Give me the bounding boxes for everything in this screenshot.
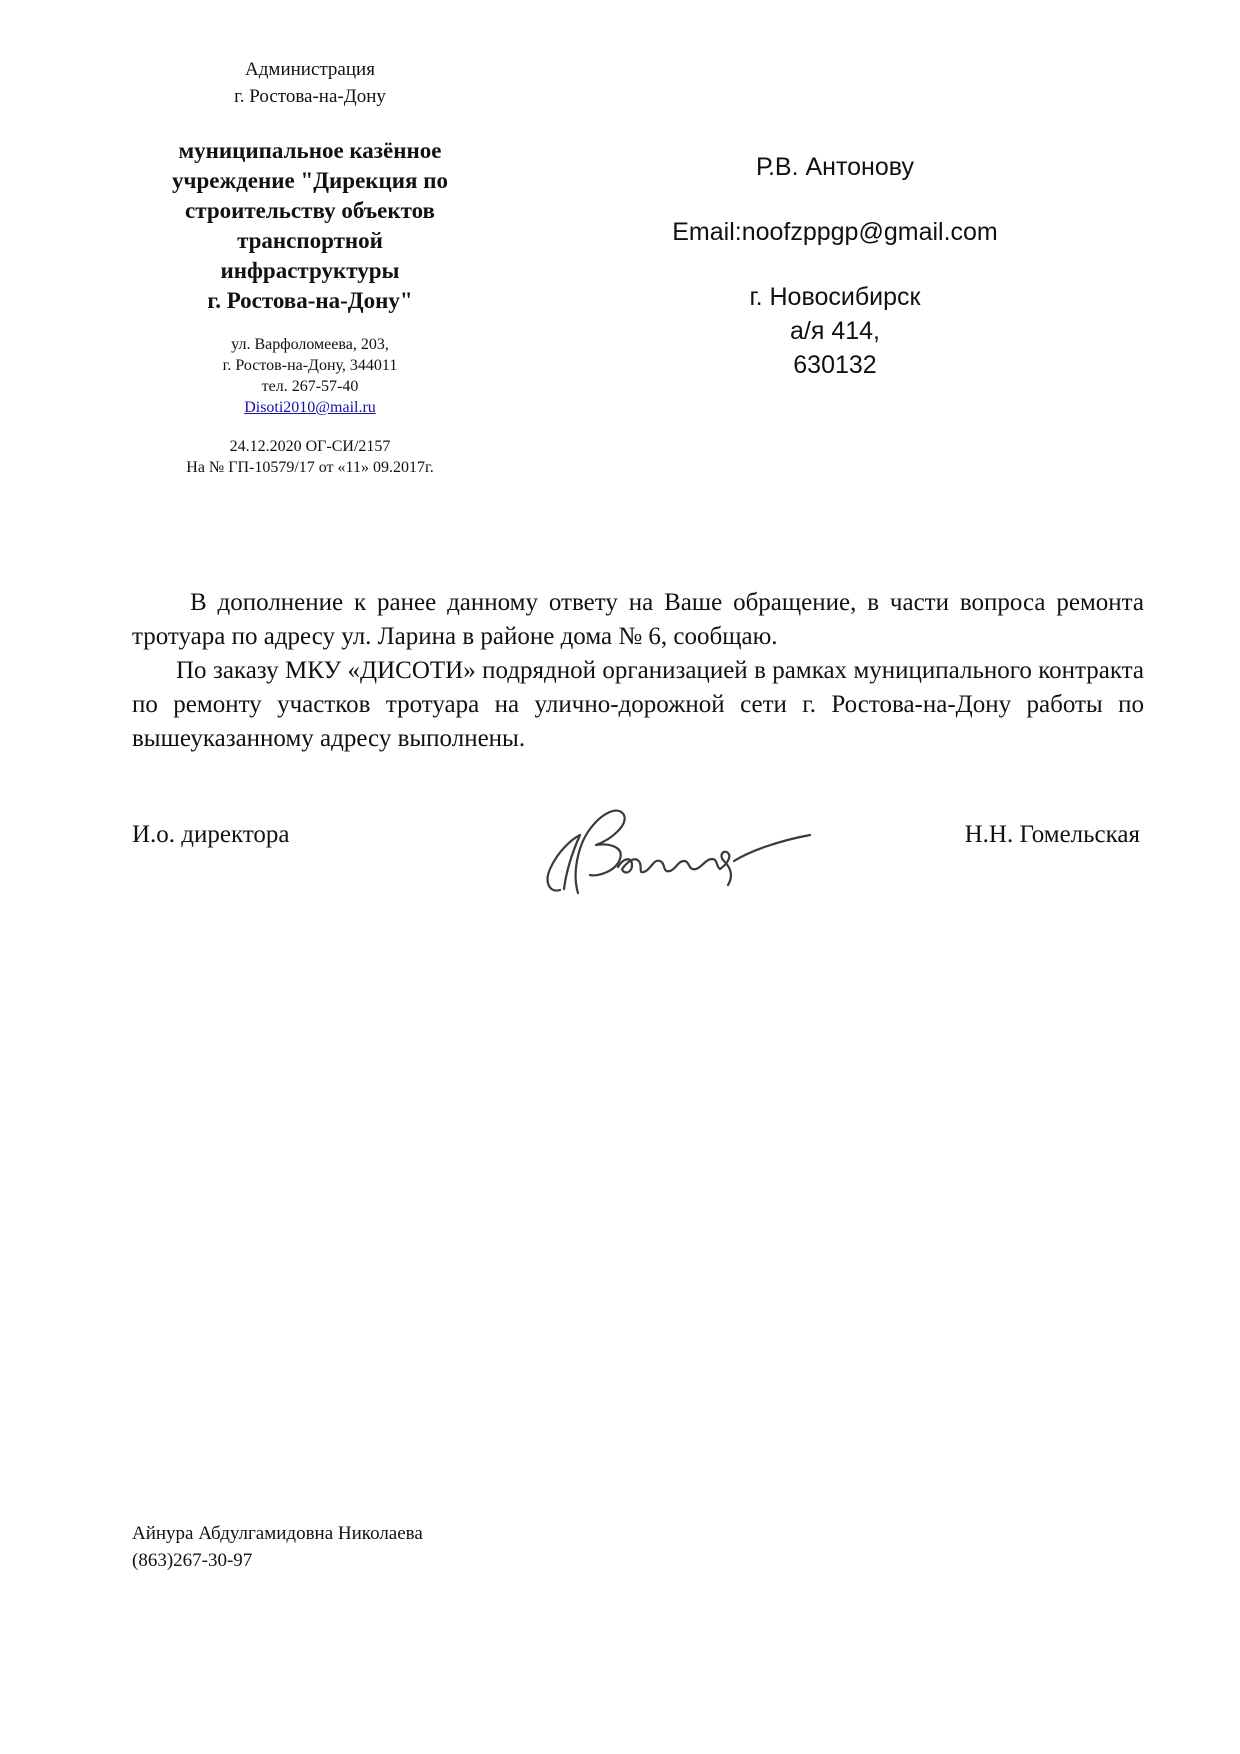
executor-info (132, 1520, 423, 1574)
org-line-3: строительству объектов (185, 198, 435, 223)
address-line-1: ул. Варфоломеева, 203, (231, 336, 389, 353)
org-line-1: муниципальное казённое (178, 138, 442, 163)
signatory-name: Н.Н. Гомельская (964, 821, 1140, 848)
body-paragraph-2: По заказу МКУ «ДИСОТИ» подрядной организацией в рамках муниципального контракта по ремонту участков тротуара на улично-дорожной сети г. Ростова-на-Дону работы по вышеуказанному адресу выполнены. (132, 657, 1144, 752)
incoming-reference: На № ГП-10579/17 от «11» 09.2017г. (186, 459, 434, 476)
organization-email-link[interactable]: Disoti2010@mail.ru (244, 399, 376, 416)
body-paragraph-1: В дополнение к ранее данному ответу на Ваше обращение, в части вопроса ремонта тротуара по адресу ул. Ларина в районе дома № 6, сообщаю. (132, 589, 1144, 650)
outgoing-reference: 24.12.2020 ОГ-СИ/2157 (229, 438, 391, 455)
admin-line-2: г. Ростова-на-Дону (234, 86, 386, 107)
recipient-name: Р.В. Антонову (756, 153, 914, 181)
recipient-po-box: а/я 414, (790, 317, 880, 345)
executor-name: Айнура Абдулгамидовна Николаева (132, 1523, 423, 1544)
recipient-block (610, 150, 1060, 382)
reference-numbers (130, 436, 490, 478)
organization-name (130, 136, 490, 316)
recipient-zip: 630132 (793, 351, 877, 379)
admin-line-1: Администрация (245, 59, 375, 80)
recipient-city: г. Новосибирск (749, 283, 921, 311)
signatory-title: И.о. директора (132, 821, 290, 848)
letterhead (130, 56, 490, 478)
organization-address (130, 334, 490, 418)
letter-body (132, 586, 1144, 756)
org-line-6: г. Ростова-на-Дону" (207, 288, 413, 313)
address-line-2: г. Ростов-на-Дону, 344011 (222, 357, 398, 374)
org-line-2: учреждение "Дирекция по (172, 168, 448, 193)
recipient-email: Email:noofzppgp@gmail.com (672, 218, 998, 246)
phone-line: тел. 267-57-40 (261, 378, 359, 395)
executor-phone: (863)267-30-97 (132, 1550, 253, 1571)
org-line-5: инфраструктуры (220, 258, 400, 283)
org-line-4: транспортной (237, 228, 383, 253)
handwritten-signature (520, 795, 820, 905)
